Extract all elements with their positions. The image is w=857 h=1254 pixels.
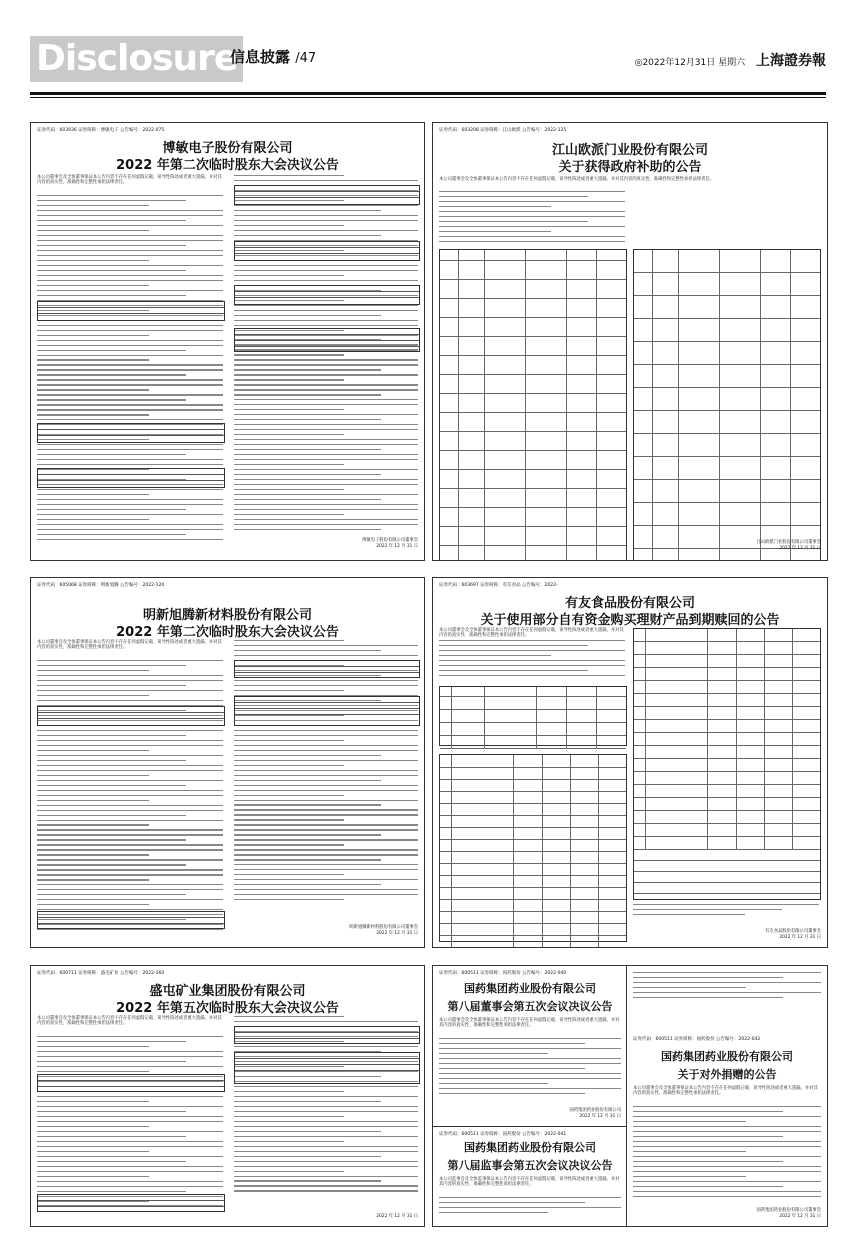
page-number: /47 xyxy=(295,51,317,66)
notice-guoyao-donation xyxy=(626,965,828,1227)
result-table-2 xyxy=(37,911,225,929)
body-text-right xyxy=(234,175,418,545)
notice-title: 博敏电子股份有限公司 xyxy=(162,141,293,156)
signature-company: 国药集团药业股份有限公司 xyxy=(569,1108,621,1113)
notice-header: 证券代码：603208 证券简称：江山欧派 公告编号：2022-125 xyxy=(439,128,567,133)
notice-subtitle: 2022 年第二次临时股东大会决议公告 xyxy=(116,158,339,173)
notice-header: 证券代码：600711 证券简称：盛屯矿业 公告编号：2022-160 xyxy=(37,971,165,976)
result-table-4 xyxy=(234,696,420,726)
notice-header: 证券代码：603697 证券简称：有友食品 公告编号：2022- xyxy=(439,583,558,588)
notice-subtitle: 关于对外捐赠的公告 xyxy=(677,1068,777,1081)
signature-company: 国药集团药业股份有限公司董事会 xyxy=(756,1208,821,1213)
notice-bomin xyxy=(30,122,425,561)
body-text-right xyxy=(234,640,418,930)
brand-logo: 上海證券報 xyxy=(756,53,826,69)
notice-statement: 本公司董事会及全体董事保证本公告内容不存在任何虚假记载、误导性陈述或者重大遗漏，并对其内容的真实性、准确性和完整性承担法律责任。 xyxy=(439,1018,620,1029)
notice-title: 国药集团药业股份有限公司 xyxy=(464,1141,596,1154)
body-text xyxy=(439,1038,621,1098)
notice-title: 江山欧派门业股份有限公司 xyxy=(551,143,708,158)
issue-date: ◎2022年12月31日 星期六 xyxy=(634,58,746,68)
masthead-rule-thin xyxy=(30,97,826,98)
notice-subtitle: 2022 年第五次临时股东大会决议公告 xyxy=(116,1001,339,1016)
notice-statement: 本公司董事会及全体董事保证本公告内容不存在任何虚假记载、误导性陈述或者重大遗漏，并对其内容的真实性、准确性和完整性承担法律责任。 xyxy=(439,177,714,182)
notice-subtitle: 第八届董事会第五次会议决议公告 xyxy=(447,1000,613,1013)
section-title-cn xyxy=(230,46,316,67)
body-text-intro xyxy=(439,640,625,684)
notice-signature xyxy=(569,1108,621,1120)
body-text-continued xyxy=(633,972,821,1012)
notice-statement: 本公司董事会及全体董事保证本公告内容不存在任何虚假记载、误导性陈述或者重大遗漏，并对其内容的真实性、准确性和完整性承担法律责任。 xyxy=(633,1086,818,1097)
result-table-1 xyxy=(37,1074,225,1092)
signature-date: 2022 年 12 月 31 日 xyxy=(376,544,418,549)
notice-subtitle: 关于获得政府补助的公告 xyxy=(558,160,702,175)
notice-title: 国药集团药业股份有限公司 xyxy=(661,1050,793,1063)
subsidy-table-left xyxy=(439,249,627,561)
masthead xyxy=(30,32,826,94)
masthead-rule xyxy=(30,92,826,95)
notice-statement: 本公司董事会及全体董事保证本公告内容不存在任何虚假记载、误导性陈述或者重大遗漏，并对其内容的真实性、准确性和完整性承担法律责任。 xyxy=(37,175,222,186)
notice-guoyao-board xyxy=(432,965,627,1127)
result-table-3 xyxy=(37,468,225,488)
signature-date: 2022 年 12 月 31 日 xyxy=(376,1214,418,1219)
body-text-right xyxy=(234,1016,418,1206)
result-table-6 xyxy=(234,285,420,305)
result-table-4 xyxy=(234,1052,420,1084)
signature-company: 有友食品股份有限公司董事会 xyxy=(765,929,821,934)
signature-company: 明新旭腾新材料股份有限公司董事会 xyxy=(349,925,418,930)
notice-header: 证券代码：605068 证券简称：明新旭腾 公告编号：2022-120 xyxy=(37,583,165,588)
body-text-left xyxy=(37,195,223,545)
wealth-table-2 xyxy=(439,754,627,942)
body-text-intro xyxy=(439,191,625,247)
masthead-right xyxy=(635,50,826,70)
notice-signature xyxy=(376,1214,418,1220)
notice-header: 证券代码：600511 证券简称：国药股份 公告编号：2022-042 xyxy=(633,1037,761,1042)
result-table-2 xyxy=(37,1194,225,1212)
body-text-left xyxy=(37,1036,223,1216)
result-table-3 xyxy=(234,660,420,678)
result-table-1 xyxy=(37,706,225,726)
result-table-5 xyxy=(234,241,420,261)
notice-shengtun xyxy=(30,965,425,1227)
notice-header: 证券代码：600511 证券简称：国药股份 公告编号：2022-040 xyxy=(439,971,567,976)
body-text-left xyxy=(37,660,223,940)
notice-statement: 本公司董事会及全体董事保证本公告内容不存在任何虚假记载、误导性陈述或者重大遗漏，并对其内容的真实性、准确性和完整性承担法律责任。 xyxy=(439,628,624,639)
signature-date: 2022 年 12 月 31 日 xyxy=(779,1214,821,1219)
signature-date: 2022 年 12 月 31 日 xyxy=(579,1114,621,1119)
notice-title: 有友食品股份有限公司 xyxy=(564,596,695,611)
body-text xyxy=(439,1197,621,1223)
notice-header: 证券代码：600511 证券简称：国药股份 公告编号：2022-041 xyxy=(439,1132,567,1137)
section-title-en: Disclosure xyxy=(30,36,243,82)
body-text-outro xyxy=(633,904,819,924)
wealth-table-3 xyxy=(633,628,821,900)
result-table-2 xyxy=(37,423,225,443)
notice-title: 国药集团药业股份有限公司 xyxy=(464,982,596,995)
notice-title: 盛屯矿业集团股份有限公司 xyxy=(149,984,306,999)
section-title-cn-text: 信息披露 xyxy=(230,48,291,66)
notice-signature xyxy=(362,538,418,550)
notice-guoyao-supervisory xyxy=(432,1126,627,1227)
signature-date: 2022 年 12 月 31 日 xyxy=(779,935,821,940)
signature-company: 江山欧派门业股份有限公司董事会 xyxy=(756,540,821,545)
notice-jiangshan xyxy=(432,122,828,561)
notice-subtitle: 第八届监事会第五次会议决议公告 xyxy=(447,1159,613,1172)
notice-statement: 本公司监事会及全体监事保证本公告内容不存在任何虚假记载、误导性陈述或者重大遗漏，并对其内容的真实性、准确性和完整性承担法律责任。 xyxy=(439,1177,620,1188)
notice-mingxin xyxy=(30,577,425,948)
subsidy-table-right xyxy=(633,249,821,561)
notice-subtitle: 2022 年第二次临时股东大会决议公告 xyxy=(116,625,339,640)
signature-date: 2022 年 12 月 31 日 xyxy=(779,546,821,551)
notice-signature xyxy=(757,540,821,552)
result-table-1 xyxy=(37,301,225,321)
signature-date: 2022 年 12 月 31 日 xyxy=(376,931,418,936)
notice-youyou xyxy=(432,577,828,948)
signature-company: 博敏电子股份有限公司董事会 xyxy=(362,538,418,543)
notice-signature xyxy=(349,925,418,937)
body-text xyxy=(633,1106,821,1202)
result-table-4 xyxy=(234,185,420,205)
notice-subtitle: 关于使用部分自有资金购买理财产品到期赎回的公告 xyxy=(480,613,780,628)
notice-statement: 本公司董事会及全体董事保证本公告内容不存在任何虚假记载、误导性陈述或者重大遗漏，并对其内容的真实性、准确性和完整性承担法律责任。 xyxy=(37,640,222,651)
notice-title: 明新旭腾新材料股份有限公司 xyxy=(142,608,312,623)
notice-signature xyxy=(765,929,821,941)
wealth-table-1 xyxy=(439,686,627,746)
result-table-3 xyxy=(234,1026,420,1044)
result-table-7 xyxy=(234,328,420,352)
notice-header: 证券代码：603936 证券简称：博敏电子 公告编号：2022-075 xyxy=(37,128,165,133)
notice-signature xyxy=(757,1208,821,1220)
notice-statement: 本公司董事会及全体董事保证本公告内容不存在任何虚假记载、误导性陈述或者重大遗漏，并对其内容的真实性、准确性和完整性承担法律责任。 xyxy=(37,1016,222,1027)
